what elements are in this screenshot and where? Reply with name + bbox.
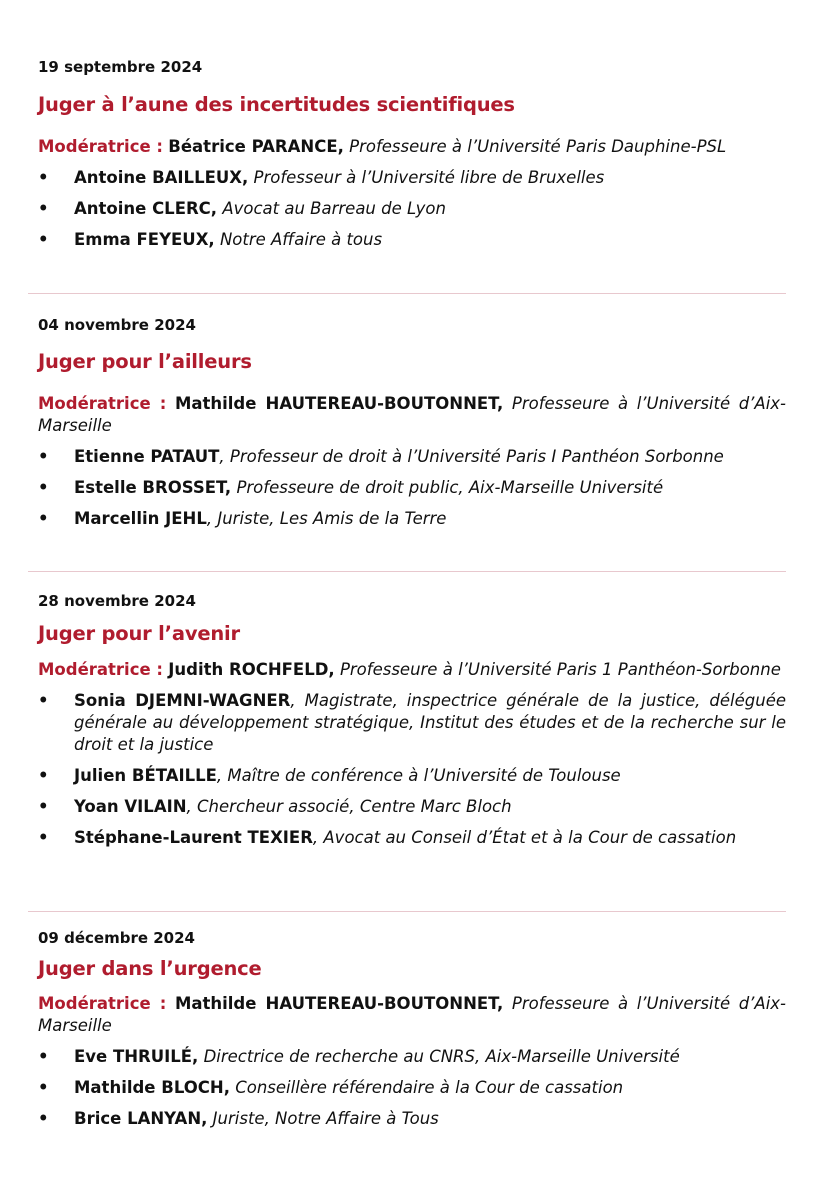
speaker-list (38, 690, 786, 849)
bullet-icon: • (38, 478, 49, 497)
list-item (38, 446, 786, 468)
bullet-icon: • (38, 1078, 49, 1097)
speaker-name: Estelle BROSSET, (74, 478, 232, 497)
moderator (38, 659, 786, 681)
bullet-icon: • (38, 199, 49, 218)
list-item (38, 765, 786, 787)
speaker-name: Julien BÉTAILLE (74, 766, 217, 785)
speaker-role: , Professeur de droit à l’Université Paris I Panthéon Sorbonne (219, 447, 724, 466)
moderator-role: Professeure à l’Université Paris Dauphine-PSL (349, 137, 727, 156)
bullet-icon: • (38, 1047, 49, 1066)
speaker-role: , Juriste, Les Amis de la Terre (206, 509, 447, 528)
bullet-icon: • (38, 1109, 49, 1128)
moderator-label: Modératrice : (38, 660, 164, 679)
divider (28, 293, 786, 294)
session-3 (38, 592, 786, 849)
session-2 (38, 316, 786, 530)
speaker-name: Marcellin JEHL (74, 509, 207, 528)
session-4 (38, 929, 786, 1130)
bullet-icon: • (38, 691, 49, 710)
speaker-name: Brice LANYAN, (74, 1109, 208, 1128)
session-title: Juger dans l’urgence (38, 957, 262, 980)
speaker-name: Stéphane-Laurent TEXIER (74, 828, 313, 847)
moderator (38, 136, 786, 158)
session-date: 28 novembre 2024 (38, 592, 196, 610)
speaker-name: Mathilde BLOCH, (74, 1078, 230, 1097)
bullet-icon: • (38, 797, 49, 816)
moderator-name: Judith ROCHFELD, (168, 660, 335, 679)
list-item (38, 167, 786, 189)
speaker-name: Antoine BAILLEUX, (74, 168, 249, 187)
bullet-icon: • (38, 509, 49, 528)
moderator-name: Béatrice PARANCE, (168, 137, 344, 156)
moderator-role: Professeure à l’Université d’Aix-Marseille (38, 994, 787, 1035)
session-title: Juger pour l’avenir (38, 622, 240, 645)
speaker-name: Eve THRUILÉ, (74, 1047, 199, 1066)
session-1 (38, 58, 786, 251)
moderator (38, 393, 786, 437)
speaker-role: , Chercheur associé, Centre Marc Bloch (186, 797, 512, 816)
session-date: 19 septembre 2024 (38, 58, 203, 76)
speaker-list (38, 446, 786, 530)
list-item (38, 229, 786, 251)
list-item (38, 1077, 786, 1099)
moderator-label: Modératrice : (38, 137, 164, 156)
speaker-role: Directrice de recherche au CNRS, Aix-Marseille Université (203, 1047, 680, 1066)
list-item (38, 477, 786, 499)
bullet-icon: • (38, 828, 49, 847)
bullet-icon: • (38, 447, 49, 466)
session-date: 04 novembre 2024 (38, 316, 196, 334)
speaker-name: Antoine CLERC, (74, 199, 218, 218)
speaker-role: , Avocat au Conseil d’État et à la Cour de cassation (312, 828, 737, 847)
bullet-icon: • (38, 230, 49, 249)
divider (28, 571, 786, 572)
speaker-role: Juriste, Notre Affaire à Tous (212, 1109, 439, 1128)
speaker-name: Sonia DJEMNI-WAGNER (74, 691, 291, 710)
list-item (38, 1108, 786, 1130)
speaker-role: Avocat au Barreau de Lyon (222, 199, 446, 218)
speaker-role: Notre Affaire à tous (219, 230, 383, 249)
list-item (38, 827, 786, 849)
speaker-role: , Magistrate, inspectrice générale de la justice, déléguée générale au développement stratégique, Institut des études et de la recherche sur le droit et la justice (74, 691, 786, 754)
moderator-name: Mathilde HAUTEREAU-BOUTONNET, (174, 994, 504, 1013)
list-item (38, 796, 786, 818)
list-item (38, 508, 786, 530)
speaker-name: Etienne PATAUT (74, 447, 220, 466)
session-date: 09 décembre 2024 (38, 929, 195, 947)
list-item (38, 1046, 786, 1068)
divider (28, 911, 786, 912)
moderator (38, 993, 786, 1037)
moderator-role: Professeure à l’Université Paris 1 Panthéon-Sorbonne (339, 660, 781, 679)
speaker-role: Professeure de droit public, Aix-Marseille Université (236, 478, 664, 497)
moderator-name: Mathilde HAUTEREAU-BOUTONNET, (174, 394, 504, 413)
moderator-role: Professeure à l’Université d’Aix-Marseille (38, 394, 787, 435)
speaker-list (38, 1046, 786, 1130)
moderator-label: Modératrice : (38, 994, 167, 1013)
session-title: Juger pour l’ailleurs (38, 350, 252, 373)
speaker-role: Professeur à l’Université libre de Bruxelles (253, 168, 605, 187)
moderator-label: Modératrice : (38, 394, 167, 413)
speaker-name: Yoan VILAIN (74, 797, 187, 816)
speaker-role: , Maître de conférence à l’Université de Toulouse (216, 766, 621, 785)
speaker-list (38, 167, 786, 251)
list-item (38, 690, 786, 756)
speaker-role: Conseillère référendaire à la Cour de cassation (235, 1078, 624, 1097)
bullet-icon: • (38, 168, 49, 187)
list-item (38, 198, 786, 220)
session-title: Juger à l’aune des incertitudes scientifiques (38, 93, 515, 116)
speaker-name: Emma FEYEUX, (74, 230, 215, 249)
bullet-icon: • (38, 766, 49, 785)
